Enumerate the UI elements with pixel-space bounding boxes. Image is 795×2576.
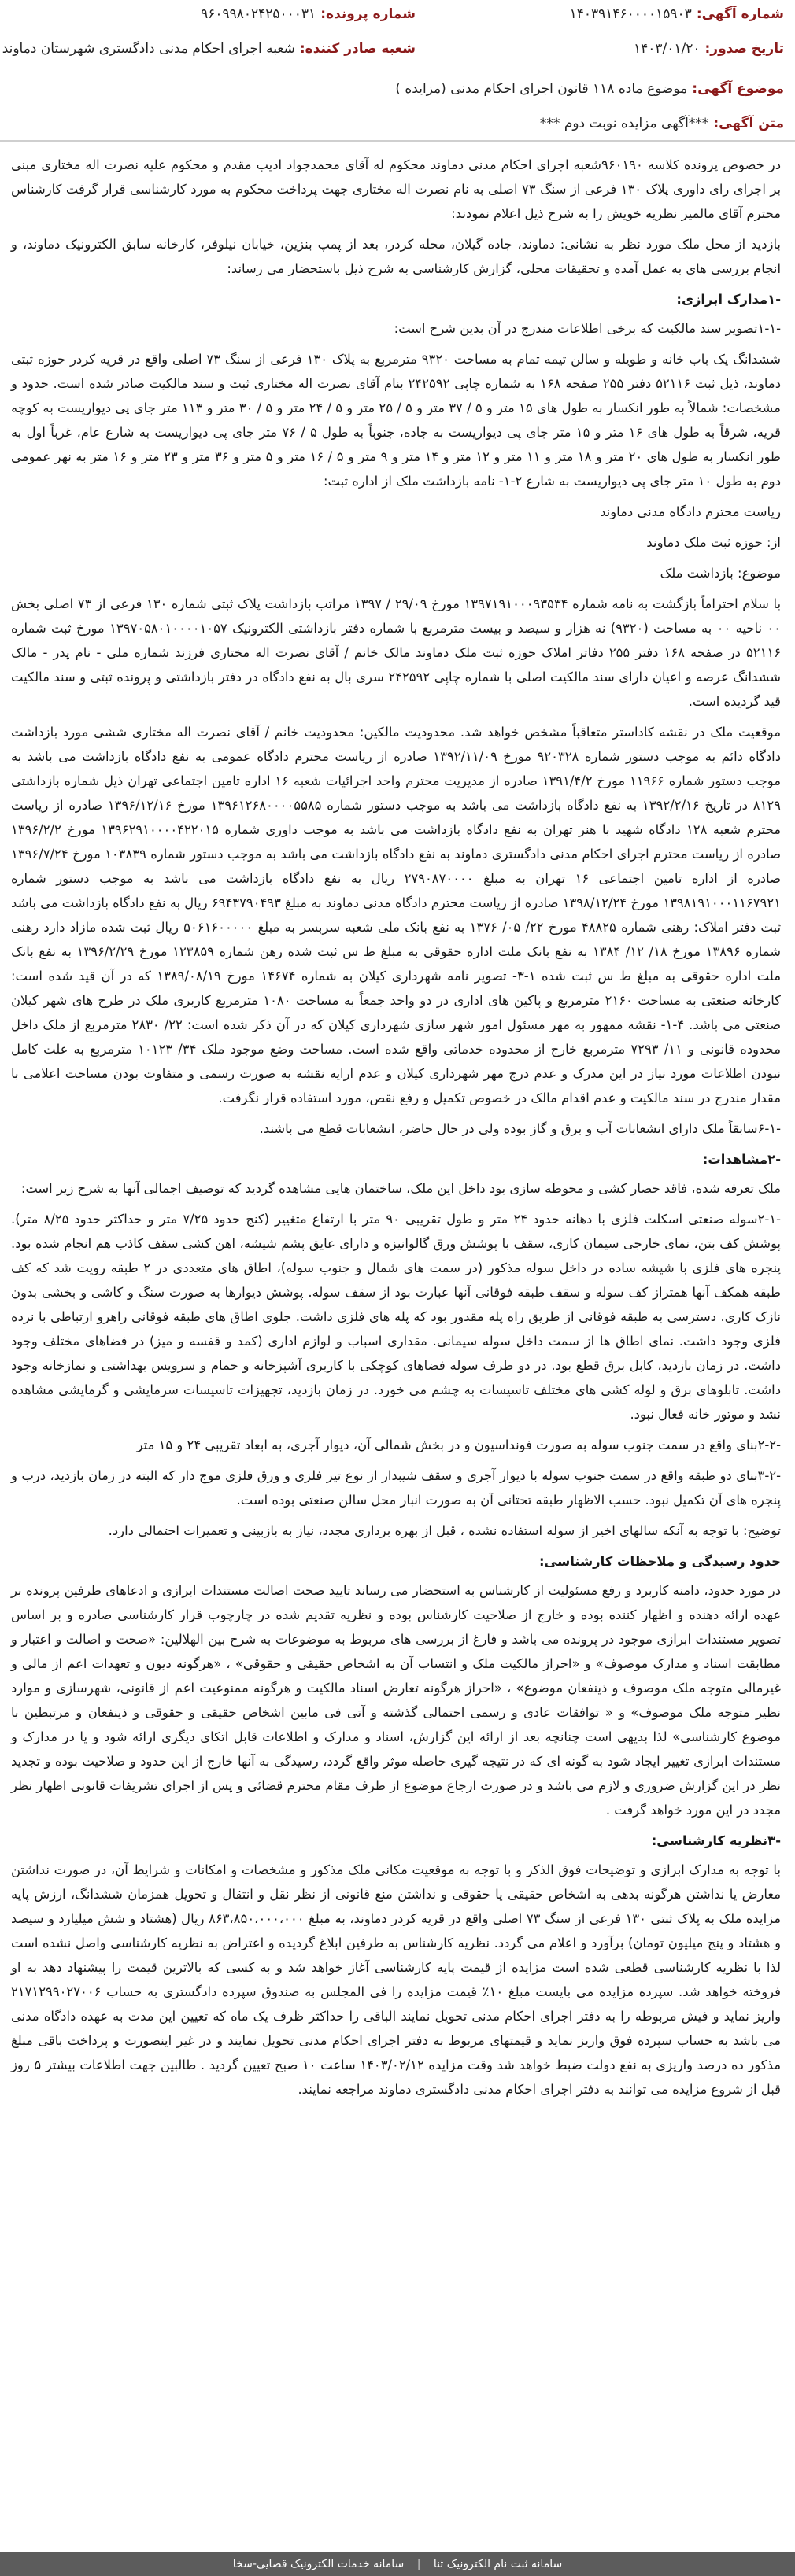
ad-number-value: ۱۴۰۳۹۱۴۶۰۰۰۰۱۵۹۰۳ (569, 6, 692, 22)
footer-link-sakha[interactable]: سامانه خدمات الکترونیک قضایی-سخا (232, 2558, 405, 2570)
subject-label: موضوع آگهی: (692, 81, 784, 97)
body-paragraph: موضوع: بازداشت ملک (660, 566, 781, 581)
body-paragraph: -۱-۱تصویر سند مالکیت که برخی اطلاعات مندرج در آن بدین شرح است: (394, 321, 781, 336)
body-paragraph: با توجه به مدارک ابرازی و توضیحات فوق الذکر و با توجه به موقعیت مکانی ملک مذکور و مشخصات و امکانات و شرایط آن، در صورت نداشتن معارض یا نداشتن هرگونه بدهی به اشخاص حقیقی یا حقوقی و نداشتن منع قانونی از نظر نقل و انتقال و تحویل همزمان ششدانگ، ارزش پایه مزایده ملک به پلاک ثبتی ۱۳۰ فرعی از سنگ ۷۳ اصلی واقع در قریه کردر دماوند، به مبلغ ۸۶۳،۸۵۰،۰۰۰،۰۰۰ ریال (هشتاد و شش میلیارد و سیصد و هشتاد و پنج میلیون تومان) برآورد و اعلام می گردد. نظریه کارشناس به طرفین ابلاغ گردیده و اعتراض به نظریه کارشناسی واصل نشده است لذا با نظریه کارشناسی قطعی شده است مزایده از قیمت پایه کارشناسی آغاز خواهد شد و به کسی که بالاترین قیمت را پیشنهاد دهد به او فروخته خواهد شد. سپرده مزایده می بایست مبلغ ۱۰٪ قیمت مزایده را فی المجلس به صندوق سپرده دادگستری به حساب ۲۱۷۱۲۹۹۰۲۷۰۰۶ واریز نماید و فیش مربوطه را به دفتر اجرای احکام مدنی تحویل نمایند الباقی را حداکثر ظرف یک ماه که تعیین این مدت به عهده دادگاه مدنی می باشد به حساب سپرده فوق واریز نماید و قیمتهای مربوط به دفتر اجرای احکام مدنی تحویل نمایند و در غیر اینصورت و پرداخت باقی مبلغ مذکور ده درصد واریزی به نفع دولت ضبط خواهد شد وقت مزایده ۱۴۰۳/۰۲/۱۲ ساعت ۱۰ صبح تعیین گردید . طالبین جهت اطلاعات بیشتر ۵ روز قبل از شروع مزایده می توانند به دفتر اجرای احکام مدنی دادگستری دماوند مراجعه نمایند. (11, 1862, 781, 2097)
footer-separator: | (416, 2558, 421, 2570)
issue-date-row (634, 39, 784, 58)
issue-date-label: تاریخ صدور: (704, 41, 784, 57)
body-paragraph: -۳-۲بنای دو طبقه واقع در سمت جنوب سوله با دیوار آجری و سقف شیبدار از نوع تیر فلزی و ورق فلزی موج دار که البته در زمان بازدید، درب و پنجره های آن تکمیل نبود. حسب الاظهار طبقه تحتانی آن به صورت انبار محل سالن صنعتی بوده است. (11, 1468, 781, 1508)
issuer-value: شعبه اجرای احکام مدنی دادگستری شهرستان دماوند (2, 41, 295, 57)
section-heading: حدود رسیدگی و ملاحظات کارشناسی: (538, 1554, 781, 1569)
footer-bar (0, 2552, 795, 2576)
body-paragraph: -۲-۱سوله صنعتی اسکلت فلزی با دهانه حدود ۲۴ متر و طول تقریبی ۹۰ متر با ارتفاع متغییر (کنج حدود ۷/۲۵ متر و حداکثر حدود ۸/۲۵ متر). پوشش کف بتن، نمای خارجی سیمان کاری، سقف با پوشش ورق گالوانیزه و دارای عایق پشم شیشه، اهن کشی سقف کاذب هم انجام شده بود. پنجره های فلزی با شیشه ساده در داخل سوله مذکور (در سمت های شمال و جنوب سوله)، اطاق های متعددی در ۲ طبقه رویت شد که کف طبقه همکف آنها همتراز کف سوله و سقف طبقه فوقانی آنها عبارت بود از سقف سوله. پوشش دیوارها به صورت سنگ و کاشی و بخشی بدون نازک کاری. دسترسی به طبقه فوقانی از طریق راه پله مقدور بود که پله های فلزی داشت. جلوی اطاق های طبقه فوقانی راهرو ارتباطی با نرده فلزی وجود داشت. نمای اطاق ها از سمت داخل سوله سیمانی. مقداری اسباب و لوازم اداری (کمد و قفسه و میز) در فضاهای مختلف وجود داشت. در زمان بازدید، کابل برق قطع بود. در دو طرف سوله فضاهای کوچکی با کاربری آشپزخانه و حمام و سرویس بهداشتی و نمازخانه وجود داشت. تابلوهای برق و لوله کشی های مختلف تاسیسات به چشم می خورد. در زمان بازدید، تجهیزات تاسیسات سرمایشی و گرمایشی مشاهده نشد و موتور خانه فعال نبود. (11, 1212, 781, 1422)
ad-number-row (570, 5, 784, 24)
ad-body (0, 142, 795, 2102)
body-paragraph: با سلام احتراماً بازگشت به نامه شماره ۱۳۹۷۱۹۱۰۰۰۹۳۵۳۴ مورخ ۲۹/۰۹ / ۱۳۹۷ مراتب بازداشت پلاک ثبتی شماره ۱۳۰ فرعی از ۷۳ اصلی بخش ۰۰ ناحیه ۰۰ به مساحت (۹۳۲۰) نه هزار و سیصد و بیست مترمربع با شماره دفتر بازداشتی الکترونیک ۱۳۹۷۰۵۸۰۱۰۰۰۰۱۰۵۷ مورخ ثبت شماره ۵۲۱۱۶ در صفحه ۱۶۸ دفتر ۲۵۵ دفاتر املاک حوزه ثبت ملک دماوند مالک خانم / آقای نصرت اله مختاری فرزند شماره ملی - نام پدر - مالک ششدانگ عرصه و اعیان دارای سند مالکیت اصلی با شماره چاپی ۲۴۲۵۹۲ سری بال به نفع دادگاه در دفتر بازداشتی و پرونده ثبتی و سند مالکیت قید گردیده است. (11, 596, 782, 709)
section-heading: -۲مشاهدات: (702, 1152, 781, 1167)
section-heading: -۱مدارک ابرازی: (676, 292, 781, 307)
body-paragraph: -۲-۲بنای واقع در سمت جنوب سوله به صورت فونداسیون و در بخش شمالی آن، دیوار آجری، به ابعاد تقریبی ۲۴ و ۱۵ متر (136, 1437, 781, 1452)
case-number-label: شماره پرونده: (320, 6, 416, 22)
issuer-label: شعبه صادر کننده: (299, 41, 416, 57)
ad-text-row (540, 113, 784, 134)
subject-row (395, 79, 784, 99)
body-paragraph: از: حوزه ثبت ملک دماوند (646, 535, 781, 550)
ad-text-label: متن آگهی: (713, 116, 784, 131)
body-paragraph: در مورد حدود، دامنه کاربرد و رفع مسئولیت از کارشناس به استحضار می رساند تایید صحت اصالت مستندات ابرازی و ادعاهای طرفین پرونده بر عهده ارائه دهنده و اظهار کننده بوده و خارج از صلاحیت کارشناس بوده و نظریه تقدیم شده در چارچوب قرار کارشناسی صادره و بر اساس تصویر مستندات ابرازی موجود در پرونده می باشد و فارغ از بررسی های مربوط به موضوعات به شرح بین الهلالین: «صحت و اصالت و اعتبار و مطابقت اسناد و مدارک موصوف» و «احراز مالکیت ملک و انتساب آن به اشخاص حقیقی و حقوقی» ، «هرگونه دیون و تعهدات اعم از مالی و غیرمالی متوجه ملک موصوف و ذینفعان موضوع» ، «احراز هرگونه تعارض اسناد مالکیت و هرگونه ممنوعیت اعم از قانونی، شهرسازی و موارد نظیر متوجه ملک موصوف» و « توافقات عادی و رسمی احتمالی گذشته و آتی فی مابین اشخاص حقیقی و حقوقی و ذینفعان و مرتبطین با موضوع کارشناسی» لذا بدیهی است چنانچه بعد از ارائه این گزارش، اسناد و مدارک و اطلاعات قابل اتکای دیگری ارائه شود و یا در مدارک و مستندات ابرازی تغییر ایجاد شود به گونه ای که در نتیجه گیری حاصله موثر واقع گردد، رسیدگی به آنها خارج از این حدود و صلاحیت بوده و تجدید نظر در این گزارش ضروری و لازم می باشد و در صورت ارجاع موضوع از طرف مقام محترم قضائی و پس از اجرای تشریفات قانونی اظهار نظر مجدد در این مورد خواهد گرفت . (11, 1583, 781, 1818)
footer-link-sana[interactable]: سامانه ثبت نام الکترونیک ثنا (433, 2558, 563, 2570)
body-paragraph: بازدید از محل ملک مورد نظر به نشانی: دماوند، جاده گیلان، محله کردر، بعد از پمپ بنزین، خیابان نیلوفر، کارخانه سابق الکترونیک دماوند، و انجام بررسی های به عمل آمده و تحقیقات محلی، گزارش کارشناسی به شرح ذیل باستحضار می رساند: (11, 237, 781, 276)
ad-text-title: ***آگهی مزایده نوبت دوم *** (539, 116, 709, 131)
issue-date-value: ۱۴۰۳/۰۱/۲۰ (633, 41, 701, 57)
ad-meta-header (0, 0, 795, 142)
body-paragraph: در خصوص پرونده کلاسه ۹۶۰۱۹۰شعبه اجرای احکام مدنی دماوند محکوم له آقای محمدجواد ادیب مقدم و محکوم علیه نصرت اله مختاری مبنی بر اجرای رای داوری پلاک ۱۳۰ فرعی از سنگ ۷۳ اصلی به نام نصرت اله مختاری جهت پرداخت محکوم به مورد کارشناسی قرار گرفت کارشناس محترم آقای مالمیر نظریه خویش را به شرح ذیل اعلام نمودند: (11, 157, 782, 221)
body-paragraph: ملک تعرفه شده، فاقد حصار کشی و محوطه سازی بود داخل این ملک، ساختمان هایی مشاهده گردید که توصیف اجمالی آنها به شرح زیر است: (20, 1181, 781, 1196)
body-paragraph: توضیح: با توجه به آنکه سالهای اخیر از سوله استفاده نشده ، قبل از بهره برداری مجدد، نیاز به بازبینی و تعمیرات احتمالی دارد. (108, 1523, 781, 1538)
subject-value: موضوع ماده ۱۱۸ قانون اجرای احکام مدنی (مزایده ) (395, 81, 688, 97)
body-paragraph: موقعیت ملک در نقشه کاداستر متعاقباً مشخص خواهد شد. محدودیت مالکین: محدودیت خانم / آقای نصرت اله مختاری ششی مورد بازداشت دادگاه دائم به موجب دستور شماره ۹۲۰۳۲۸ مورخ ۱۳۹۲/۱۱/۰۹ صادره از ریاست محترم دادگاه عمومی به نفع دادگاه بازداشت می باشد به موجب دستور شماره ۱۱۹۶۶ مورخ ۱۳۹۱/۴/۲ صادره از مدیریت محترم واحد اجرائیات شعبه ۱۶ اداره تامین اجتماعی تهران ذیل شماره بازداشتی ۸۱۲۹ در تاریخ ۱۳۹۲/۲/۱۶ به نفع دادگاه بازداشت می باشد به موجب دستور شماره ۱۳۹۶۱۲۶۸۰۰۰۰۵۵۸۵ مورخ ۱۳۹۶/۱۲/۱۶ صادره از ریاست محترم شعبه ۱۲۸ دادگاه شهید با هنر تهران به نفع دادگاه بازداشت می باشد به موجب داوری شماره ۱۳۹۶۲۹۱۰۰۰۰۴۲۲۰۱۵ مورخ ۱۳۹۶/۲/۲ صادره از ریاست محترم اجرای احکام مدنی دادگستری دماوند به نفع دادگاه بازداشت می باشد به موجب دستور شماره ۱۰۳۸۳۹ مورخ ۱۳۹۶/۷/۲۴ صادره از اداره تامین اجتماعی ۱۶ تهران به مبلغ ۲۷۹۰۸۷۰۰۰۰ ریال به نفع دادگاه بازداشت می باشد به موجب دستور شماره ۱۳۹۸۱۹۱۰۰۰۱۱۶۷۹۲۱ مورخ ۱۳۹۸/۱۲/۲۴ صادره از ریاست محترم دادگاه مدنی دماوند به مبلغ ۶۹۴۳۷۹۰۴۹۳ ریال به نفع دادگاه بازداشت می باشد ثبت دفتر املاک: رهنی شماره ۴۸۸۲۵ مورخ ۲۲/ ۰۵/ ۱۳۷۶ به نفع بانک ملی شعبه سربسر به مبلغ ۵۰۶۱۶۰۰۰۰۰ ریال ثبت شده مازاد دارد رهنی شماره ۱۳۸۹۶ مورخ ۱۸/ ۱۲/ ۱۳۸۴ به نفع بانک ملت اداره حقوقی به مبلغ ط س ثبت شده رهن شماره ۱۲۳۸۵۹ مورخ ۱۳۹۶/۲/۲۹ به نفع بانک ملت اداره حقوقی به مبلغ ط س ثبت شده ۱-۳- تصویر نامه شهرداری کیلان به شماره ۱۴۶۷۴ مورخ ۱۳۸۹/۰۸/۱۹ که در آن قید شده است: کارخانه صنعتی به مساحت ۲۱۶۰ مترمربع و پاکین های اداری در دو واحد جمعاً به مساحت ۱۰۸۰ مترمربع کاربری ملک در طرح های شهر کیلان صنعتی می باشد. ۴-۱- نقشه ممهور به مهر مسئول امور شهر سازی شهرداری کیلان که در آن ذکر شده است: ۲۲/ ۲۸۳۰ مترمربع از ملک داخل محدوده قانونی و ۱۱/ ۷۲۹۳ مترمربع خارج از محدوده خدماتی واقع شده است. مساحت وضع موجود ملک ۳۴/ ۱۰۱۲۳ مترمربع به علت کامل نبودن اطلاعات مورد نیاز در این مدرک و عدم درج مهر شهرداری کیلان و عدم ارایه نقشه به صورت رسمی و متفاوت بودن مساحت اعلامی با مقدار مندرج در سند مالکیت و عدم اقدام مالک در خصوص تکمیل و رفع نقص، مورد استفاده قرار نگرفت. (11, 725, 782, 1105)
case-number-row (201, 5, 416, 24)
body-paragraph: ششدانگ یک باب خانه و طویله و سالن تیمه تمام به مساحت ۹۳۲۰ مترمربع به پلاک ۱۳۰ فرعی از سنگ ۷۳ اصلی واقع در قریه کردر حوزه ثبتی دماوند، ذیل ثبت ۵۲۱۱۶ دفتر ۲۵۵ صفحه ۱۶۸ به شماره چاپی ۲۴۲۵۹۲ بنام آقای نصرت اله مختاری ثبت و سند مالکیت صادر شده است. حدود و مشخصات: شمالاً به طور انکسار به طول های ۱۵ متر و ۵ / ۳۷ متر و ۵ / ۲۵ متر و ۵ / ۲۴ متر و ۵ / ۳۰ متر و ۱۱۳ متر جای پی دیواریست به کوچه قریه، شرقاً به طول های ۱۶ متر و ۱۵ متر جای پی دیواریست به جاده، جنوباً به طول ۵ / ۷۶ متر جای پی دیواریست به شارع عام، غرباً اول به طور انکسار به طول های ۲۰ متر و ۱۸ متر و ۱۱ متر و ۱۲ متر و ۱۴ متر و ۹ متر و ۵ / ۱۶ متر و ۵ متر و ۳۶ متر و ۲۳ متر و ۱۶ متر به نهر عمومی دوم به طول ۱۰ متر جای پی دیواریست به شارع ۲-۱- نامه بازداشت ملک از اداره ثبت: (11, 352, 782, 489)
case-number-value: ۹۶۰۹۹۸۰۲۴۲۵۰۰۰۳۱ (201, 6, 316, 22)
body-paragraph: -۶-۱سابقاً ملک دارای انشعابات آب و برق و گاز بوده ولی در حال حاضر، انشعابات قطع می باشند. (259, 1121, 781, 1136)
body-paragraph: ریاست محترم دادگاه مدنی دماوند (600, 504, 781, 519)
issuer-row (2, 39, 416, 58)
ad-number-label: شماره آگهی: (696, 6, 784, 22)
section-heading: -۳نظریه کارشناسی: (651, 1833, 781, 1848)
